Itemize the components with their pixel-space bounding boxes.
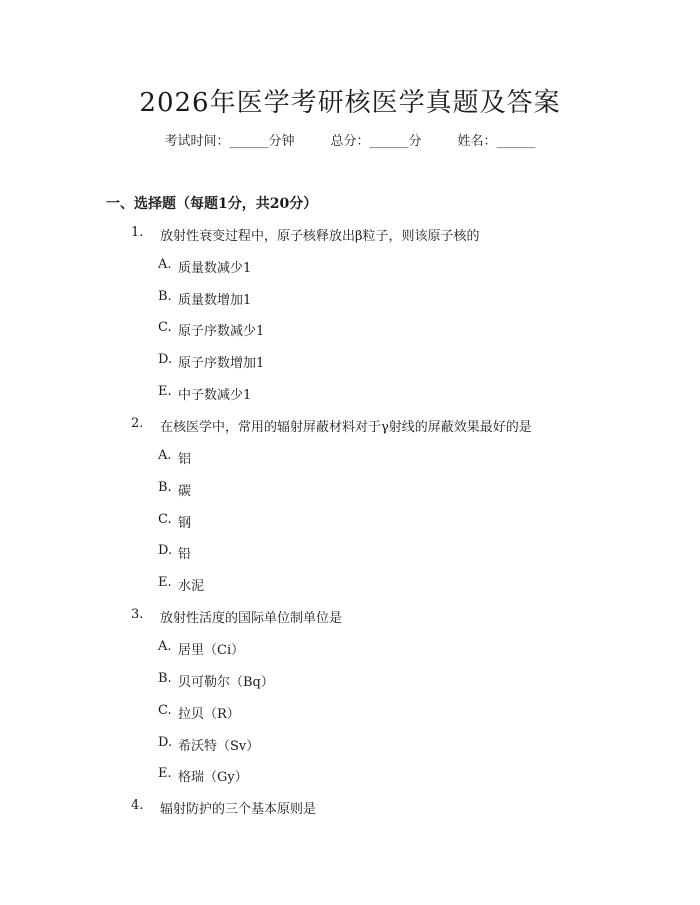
question-text: 放射性衰变过程中，原子核释放出β粒子，则该原子核的 bbox=[160, 229, 480, 244]
option-text: 质量数增加1 bbox=[178, 293, 252, 308]
option-letter: B. bbox=[158, 480, 172, 495]
option-letter: B. bbox=[158, 671, 172, 686]
option-letter: D. bbox=[158, 735, 173, 750]
option-letter: A. bbox=[158, 448, 172, 463]
option-letter: B. bbox=[158, 289, 172, 304]
option-text: 钢 bbox=[178, 516, 192, 531]
exam-info bbox=[0, 130, 700, 149]
option-letter: C. bbox=[158, 512, 172, 527]
question-number: 2. bbox=[131, 416, 144, 431]
total-score-label: 总分：______分 bbox=[330, 134, 422, 149]
question-text: 辐射防护的三个基本原则是 bbox=[160, 802, 317, 817]
question-number: 4. bbox=[131, 798, 144, 813]
option-text: 贝可勒尔（Bq） bbox=[178, 675, 274, 690]
name-label: 姓名：______ bbox=[457, 134, 536, 149]
page-title: 2026年医学考研核医学真题及答案 bbox=[139, 88, 561, 118]
option-text: 铅 bbox=[178, 547, 192, 562]
option-letter: E. bbox=[158, 384, 172, 399]
option-text: 格瑞（Gy） bbox=[178, 770, 248, 785]
question-number: 1. bbox=[131, 225, 144, 240]
option-text: 质量数减少1 bbox=[178, 261, 252, 276]
option-text: 原子序数减少1 bbox=[178, 324, 265, 339]
question-text: 放射性活度的国际单位制单位是 bbox=[160, 611, 343, 626]
option-letter: C. bbox=[158, 320, 172, 335]
option-letter: E. bbox=[158, 575, 172, 590]
option-letter: D. bbox=[158, 352, 173, 367]
question-number: 3. bbox=[131, 607, 144, 622]
exam-time-label: 考试时间：______分钟 bbox=[164, 134, 295, 149]
option-text: 中子数减少1 bbox=[178, 388, 252, 403]
option-text: 水泥 bbox=[178, 579, 205, 594]
option-letter: C. bbox=[158, 703, 172, 718]
option-text: 碳 bbox=[178, 484, 192, 499]
option-letter: D. bbox=[158, 543, 173, 558]
option-letter: A. bbox=[158, 639, 172, 654]
option-text: 拉贝（R） bbox=[178, 707, 240, 722]
question-text: 在核医学中，常用的辐射屏蔽材料对于γ射线的屏蔽效果最好的是 bbox=[160, 420, 532, 435]
option-letter: A. bbox=[158, 257, 172, 272]
option-text: 原子序数增加1 bbox=[178, 356, 265, 371]
option-text: 居里（Ci） bbox=[178, 643, 245, 658]
option-text: 铝 bbox=[178, 452, 192, 467]
option-letter: E. bbox=[158, 766, 172, 781]
section-title: 一、选择题（每题1分，共20分） bbox=[106, 196, 318, 212]
option-text: 希沃特（Sv） bbox=[178, 739, 260, 754]
